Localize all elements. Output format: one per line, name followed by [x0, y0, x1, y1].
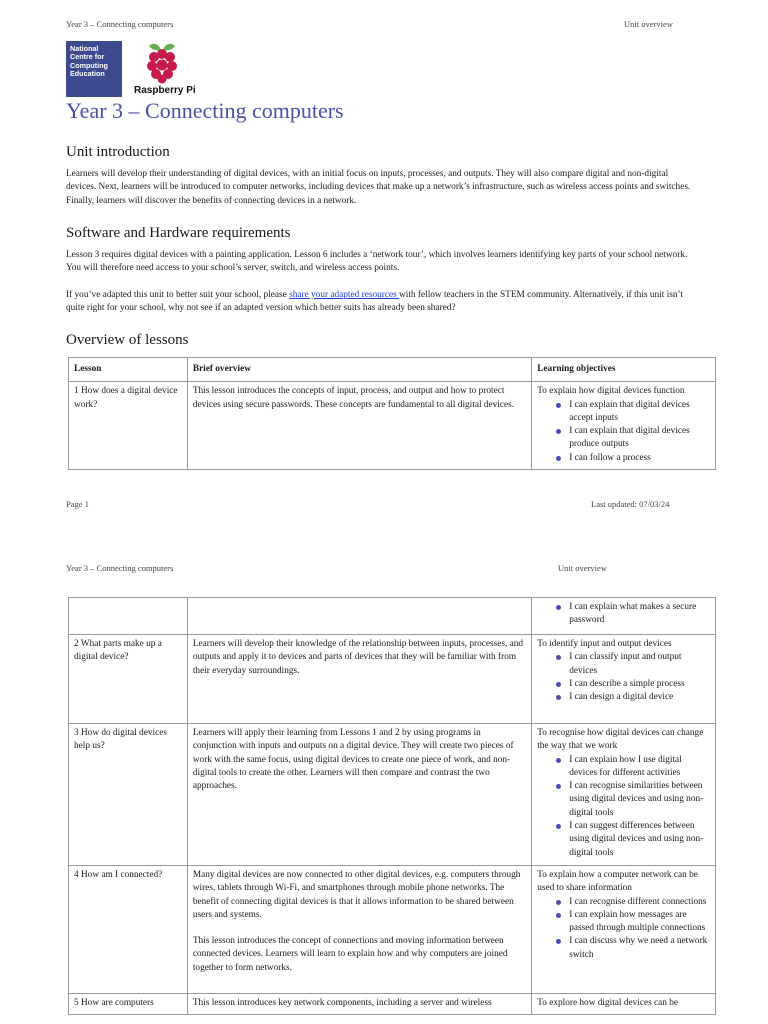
lesson-cell: 5 How are computers: [69, 994, 188, 1015]
objective-list: [537, 896, 710, 962]
ncce-logo: National Centre for Computing Education: [66, 41, 122, 97]
table-row: [69, 994, 716, 1015]
page-header-right: Unit overview: [624, 19, 673, 29]
overview-cell: Learners will apply their learning from Lessons 1 and 2 by using programs in conjunction with inputs and outputs on a digital device. They will create two pieces of work with the same focus, using digital devices to create one piece of work, and non-digital tools to create the other. Learners will then compare and contrast the two approaches.: [187, 724, 531, 866]
objective-item: I can describe a simple process: [569, 678, 710, 691]
objective-item: I can explain that digital devices accept inputs: [569, 399, 710, 426]
adapted-resources-paragraph: [66, 289, 696, 316]
lessons-table: [68, 357, 716, 470]
lesson-column-header: Lesson: [69, 358, 188, 382]
objective-item: I can recognise similarities between using digital devices and using non-digital tools: [569, 780, 710, 820]
page-header-left: Year 3 – Connecting computers: [66, 19, 174, 29]
lesson-cell: 1 How does a digital device work?: [69, 382, 188, 470]
objectives-cell: [532, 866, 716, 994]
table-header-row: [69, 358, 716, 382]
overview-cell: Learners will develop their knowledge of the relationship between inputs, processes, and outputs and apply it to devices and parts of devices that they will be familiar with from their everyday surroundings.: [187, 635, 531, 724]
objective-item: I can follow a process: [569, 452, 710, 465]
overview-cell: [187, 598, 531, 635]
objective-item: I can recognise different connections: [569, 896, 710, 909]
objectives-cell: To explore how digital devices can be: [532, 994, 716, 1015]
overview-of-lessons-heading: Overview of lessons: [66, 332, 189, 348]
document-title: Year 3 – Connecting computers: [66, 98, 344, 123]
lesson-cell: 2 What parts make up a digital device?: [69, 635, 188, 724]
adapted-text-before: If you’ve adapted this unit to better suit your school, please: [66, 290, 290, 300]
objective-item: I can explain what makes a secure password: [569, 601, 710, 628]
overview-cell: This lesson introduces key network components, including a server and wireless: [187, 994, 531, 1015]
objective-list: [537, 399, 710, 465]
table-row: [69, 598, 716, 635]
page-footer-right: Last updated: 07/03/24: [591, 499, 670, 509]
share-adapted-resources-link[interactable]: share your adapted resources: [289, 290, 400, 300]
objectives-cell: [532, 635, 716, 724]
overview-cell: [187, 866, 531, 994]
objective-item: I can classify input and output devices: [569, 651, 710, 678]
requirements-text: Lesson 3 requires digital devices with a painting application. Lesson 6 includes a ‘network tour’, which involves learners identifying key parts of your school network. You will therefore need access to your school’s server, switch, and wireless access points.: [66, 250, 688, 274]
objective-title: To identify input and output devices: [537, 639, 672, 649]
overview-paragraph: This lesson introduces the concept of connections and moving information between connected devices. Learners will learn to explain how and why computers are joined together to form networks.: [192, 936, 508, 973]
unit-introduction-heading: Unit introduction: [66, 144, 170, 160]
overview-cell: This lesson introduces the concepts of input, process, and output and how to protect devices using secure passwords. These concepts are fundamental to all digital devices.: [187, 382, 531, 470]
lesson-cell: [69, 598, 188, 635]
objective-title: To explain how digital devices function: [537, 386, 685, 397]
objective-item: I can explain how I use digital devices for different activities: [569, 754, 710, 781]
raspberry-pi-logo-text: Raspberry Pi: [134, 85, 196, 96]
requirements-heading: Software and Hardware requirements: [66, 225, 291, 241]
raspberry-pi-logo-icon: [141, 40, 183, 84]
table-row: [69, 866, 716, 994]
objective-item: I can suggest differences between using digital devices and using non-digital tools: [569, 820, 710, 860]
overview-paragraph: Many digital devices are now connected to other digital devices, e.g. computers through wires, tablets through Wi-Fi, and smartphones through mobile phone networks. The benefit of connecting digital devices is that it allows information to be shared between users and systems.: [192, 870, 521, 920]
table-row: [69, 724, 716, 866]
table-row: [69, 382, 716, 470]
lessons-table-continued: [68, 597, 716, 1015]
objective-title: To explain how a computer network can be used to share information: [537, 870, 698, 894]
objective-item: I can explain how messages are passed through multiple connections: [569, 909, 710, 936]
objective-title: To recognise how digital devices can change the way that we work: [537, 728, 704, 752]
objectives-cell: [532, 598, 716, 635]
objective-list: [537, 601, 710, 628]
lesson-cell: 4 How am I connected?: [69, 866, 188, 994]
adapted-text-after: with fellow teachers in the STEM community. Alternatively, if this unit isn’t quite right for your school, why not see if an adapted version which better suits has already been shared?: [66, 290, 683, 314]
objectives-cell: [532, 724, 716, 866]
table-row: [69, 635, 716, 724]
page-header-left: Year 3 – Connecting computers: [66, 563, 174, 573]
objective-list: [537, 754, 710, 860]
objectives-cell: [532, 382, 716, 470]
objective-item: I can design a digital device: [569, 691, 710, 704]
overview-column-header: Brief overview: [187, 358, 531, 382]
unit-introduction-text: Learners will develop their understanding of digital devices, with an initial focus on inputs, processes, and outputs. They will also compare digital and non-digital devices. Next, learners will be introduced to computer networks, including devices that make up a network’s infrastructure, such as wireless access points and switches. Finally, learners will discover the benefits of connecting devices in a network.: [66, 169, 691, 206]
page-footer-left: Page 1: [66, 499, 89, 509]
lesson-cell: 3 How do digital devices help us?: [69, 724, 188, 866]
page-header-right: Unit overview: [558, 563, 607, 573]
objective-item: I can explain that digital devices produce outputs: [569, 425, 710, 452]
objectives-column-header: Learning objectives: [532, 358, 716, 382]
objective-list: [537, 651, 710, 704]
objective-item: I can discuss why we need a network switch: [569, 935, 710, 962]
